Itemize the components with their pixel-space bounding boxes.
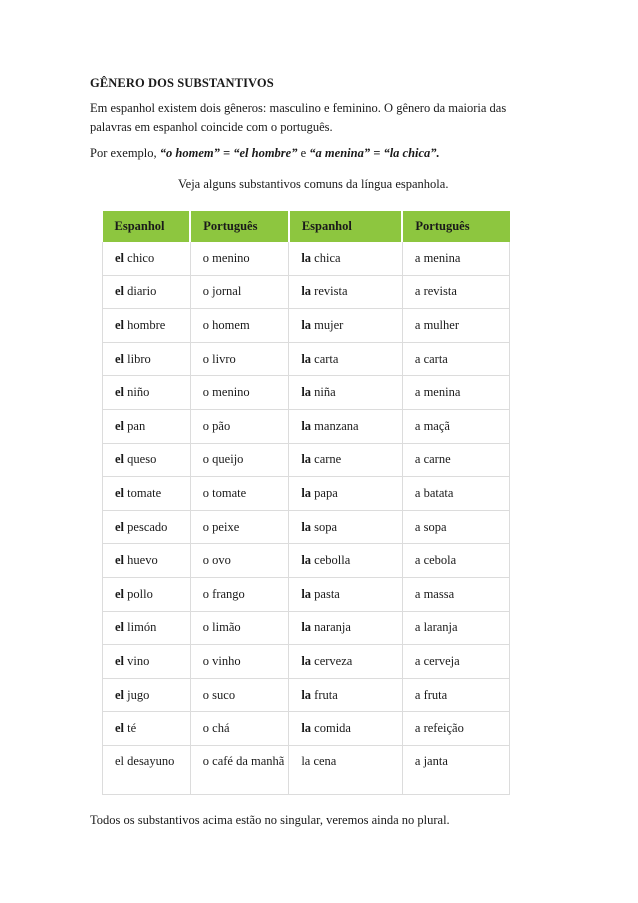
portuguese-feminine-cell: a maçã — [402, 409, 509, 443]
spanish-feminine-word: manzana — [314, 418, 359, 433]
spanish-masculine-word: huevo — [127, 553, 158, 568]
portuguese-feminine-cell: a carne — [402, 443, 509, 477]
spanish-masculine-word: libro — [127, 351, 151, 366]
spanish-masculine-cell — [103, 712, 191, 746]
portuguese-masculine-cell: o livro — [190, 342, 289, 376]
spanish-feminine-word: revista — [314, 284, 348, 299]
feminine-article: la — [301, 351, 312, 366]
table-row — [103, 309, 510, 343]
spanish-masculine-cell — [103, 342, 191, 376]
table-row — [103, 275, 510, 309]
table-row — [103, 577, 510, 611]
spanish-masculine-cell: el desayuno — [103, 745, 191, 794]
example-sentence — [90, 146, 440, 161]
masculine-article: el — [115, 721, 125, 736]
spanish-masculine-cell — [103, 645, 191, 679]
masculine-article: el — [115, 519, 125, 534]
spanish-feminine-cell — [289, 611, 403, 645]
portuguese-masculine-cell: o pão — [190, 409, 289, 443]
spanish-masculine-word: té — [127, 721, 137, 736]
spanish-masculine-cell — [103, 409, 191, 443]
spanish-masculine-cell — [103, 544, 191, 578]
masculine-article: el — [115, 586, 125, 601]
masculine-article: el — [115, 452, 125, 467]
portuguese-masculine-cell: o ovo — [190, 544, 289, 578]
feminine-article: la — [301, 519, 312, 534]
table-row — [103, 477, 510, 511]
spanish-masculine-word: chico — [127, 250, 155, 265]
portuguese-feminine-cell: a janta — [402, 745, 509, 794]
spanish-feminine-word: fruta — [314, 687, 338, 702]
example-phrase-2: “a menina” = “la chica”. — [309, 146, 440, 160]
spanish-masculine-cell — [103, 477, 191, 511]
header-portuguese-masc: Português — [190, 211, 289, 242]
spanish-feminine-cell — [289, 510, 403, 544]
header-spanish-fem: Espanhol — [289, 211, 403, 242]
spanish-feminine-cell — [289, 275, 403, 309]
masculine-article: el — [115, 284, 125, 299]
spanish-feminine-cell — [289, 712, 403, 746]
spanish-feminine-word: cebolla — [314, 553, 351, 568]
portuguese-masculine-cell: o café da manhã — [190, 745, 289, 794]
spanish-feminine-cell — [289, 443, 403, 477]
spanish-feminine-cell — [289, 678, 403, 712]
feminine-article: la — [301, 418, 312, 433]
portuguese-feminine-cell: a batata — [402, 477, 509, 511]
spanish-feminine-word: naranja — [314, 620, 351, 635]
spanish-masculine-cell — [103, 577, 191, 611]
masculine-article: el — [115, 553, 125, 568]
table-row — [103, 678, 510, 712]
spanish-masculine-cell — [103, 611, 191, 645]
spanish-masculine-word: pollo — [127, 586, 153, 601]
feminine-article: la — [301, 653, 312, 668]
portuguese-masculine-cell: o tomate — [190, 477, 289, 511]
spanish-feminine-cell — [289, 309, 403, 343]
spanish-masculine-word: pan — [127, 418, 146, 433]
spanish-masculine-cell — [103, 309, 191, 343]
portuguese-feminine-cell: a carta — [402, 342, 509, 376]
portuguese-masculine-cell: o suco — [190, 678, 289, 712]
example-lead: Por exemplo, — [90, 146, 157, 160]
portuguese-masculine-cell: o frango — [190, 577, 289, 611]
masculine-article: el — [115, 653, 125, 668]
footer-note: Todos os substantivos acima estão no singular, veremos ainda no plural. — [90, 813, 450, 827]
spanish-masculine-word: queso — [127, 452, 157, 467]
spanish-feminine-cell — [289, 409, 403, 443]
spanish-feminine-cell — [289, 376, 403, 410]
feminine-article: la — [301, 250, 312, 265]
masculine-article: el — [115, 687, 125, 702]
spanish-masculine-word: limón — [127, 620, 157, 635]
feminine-article: la — [301, 485, 312, 500]
table-row — [103, 712, 510, 746]
feminine-article: la — [301, 385, 312, 400]
feminine-article: la — [301, 553, 312, 568]
portuguese-masculine-cell: o jornal — [190, 275, 289, 309]
portuguese-feminine-cell: a cerveja — [402, 645, 509, 679]
portuguese-feminine-cell: a laranja — [402, 611, 509, 645]
header-portuguese-fem: Português — [402, 211, 509, 242]
portuguese-feminine-cell: a cebola — [402, 544, 509, 578]
table-row — [103, 443, 510, 477]
masculine-article: el — [115, 250, 125, 265]
spanish-feminine-word: pasta — [314, 586, 340, 601]
feminine-article: la — [301, 687, 312, 702]
portuguese-feminine-cell: a mulher — [402, 309, 509, 343]
spanish-feminine-cell — [289, 645, 403, 679]
example-phrase-1: “o homem” = “el hombre” — [159, 146, 298, 160]
spanish-feminine-word: cerveza — [314, 653, 353, 668]
spanish-masculine-cell — [103, 242, 191, 275]
feminine-article: la — [301, 620, 312, 635]
spanish-feminine-cell — [289, 477, 403, 511]
portuguese-masculine-cell: o queijo — [190, 443, 289, 477]
table-row — [103, 544, 510, 578]
feminine-article: la — [301, 317, 312, 332]
page-title: GÊNERO DOS SUBSTANTIVOS — [90, 76, 274, 90]
masculine-article: el — [115, 620, 125, 635]
masculine-article: el — [115, 351, 125, 366]
spanish-feminine-word: carta — [314, 351, 339, 366]
spanish-feminine-word: comida — [314, 721, 351, 736]
portuguese-masculine-cell: o vinho — [190, 645, 289, 679]
spanish-feminine-cell — [289, 544, 403, 578]
spanish-masculine-word: diario — [127, 284, 157, 299]
portuguese-feminine-cell: a menina — [402, 376, 509, 410]
portuguese-masculine-cell: o peixe — [190, 510, 289, 544]
spanish-masculine-word: jugo — [127, 687, 150, 702]
feminine-article: la — [301, 284, 312, 299]
intro-paragraph: Em espanhol existem dois gêneros: masculino e feminino. O gênero da maioria das palavras em espanhol coincide com o português. — [90, 101, 507, 134]
spanish-feminine-word: chica — [314, 250, 341, 265]
spanish-masculine-cell — [103, 376, 191, 410]
portuguese-feminine-cell: a massa — [402, 577, 509, 611]
feminine-article: la — [301, 721, 312, 736]
spanish-feminine-cell — [289, 342, 403, 376]
table-row — [103, 611, 510, 645]
table-row — [103, 645, 510, 679]
spanish-masculine-word: vino — [127, 653, 150, 668]
table-row — [103, 510, 510, 544]
spanish-feminine-word: mujer — [314, 317, 344, 332]
spanish-feminine-word: papa — [314, 485, 338, 500]
spanish-feminine-word: niña — [314, 385, 336, 400]
spanish-feminine-cell — [289, 242, 403, 275]
masculine-article: el — [115, 317, 125, 332]
vocabulary-table — [102, 211, 510, 795]
spanish-feminine-word: sopa — [314, 519, 338, 534]
table-row — [103, 242, 510, 275]
spanish-feminine-cell — [289, 577, 403, 611]
spanish-masculine-word: pescado — [127, 519, 168, 534]
portuguese-masculine-cell: o menino — [190, 242, 289, 275]
masculine-article: el — [115, 485, 125, 500]
portuguese-feminine-cell: a sopa — [402, 510, 509, 544]
spanish-feminine-cell: la cena — [289, 745, 403, 794]
table-row — [103, 376, 510, 410]
masculine-article: el — [115, 418, 125, 433]
feminine-article: la — [301, 586, 312, 601]
example-conjunction: e — [300, 146, 307, 160]
table-header-row — [103, 211, 510, 242]
spanish-masculine-word: niño — [127, 385, 150, 400]
table-body — [103, 242, 510, 794]
portuguese-masculine-cell: o menino — [190, 376, 289, 410]
portuguese-feminine-cell: a refeição — [402, 712, 509, 746]
table-row — [103, 342, 510, 376]
portuguese-feminine-cell: a fruta — [402, 678, 509, 712]
table-row — [103, 409, 510, 443]
spanish-masculine-cell — [103, 443, 191, 477]
portuguese-feminine-cell: a menina — [402, 242, 509, 275]
portuguese-masculine-cell: o limão — [190, 611, 289, 645]
masculine-article: el — [115, 385, 125, 400]
feminine-article: la — [301, 452, 312, 467]
spanish-masculine-cell — [103, 275, 191, 309]
table-row — [103, 745, 510, 794]
spanish-masculine-word: hombre — [127, 317, 166, 332]
spanish-feminine-word: carne — [314, 452, 342, 467]
spanish-masculine-cell — [103, 510, 191, 544]
spanish-masculine-cell — [103, 678, 191, 712]
portuguese-feminine-cell: a revista — [402, 275, 509, 309]
portuguese-masculine-cell: o chá — [190, 712, 289, 746]
spanish-masculine-word: tomate — [127, 485, 162, 500]
table-caption: Veja alguns substantivos comuns da língua espanhola. — [178, 177, 449, 191]
portuguese-masculine-cell: o homem — [190, 309, 289, 343]
header-spanish-masc: Espanhol — [103, 211, 191, 242]
